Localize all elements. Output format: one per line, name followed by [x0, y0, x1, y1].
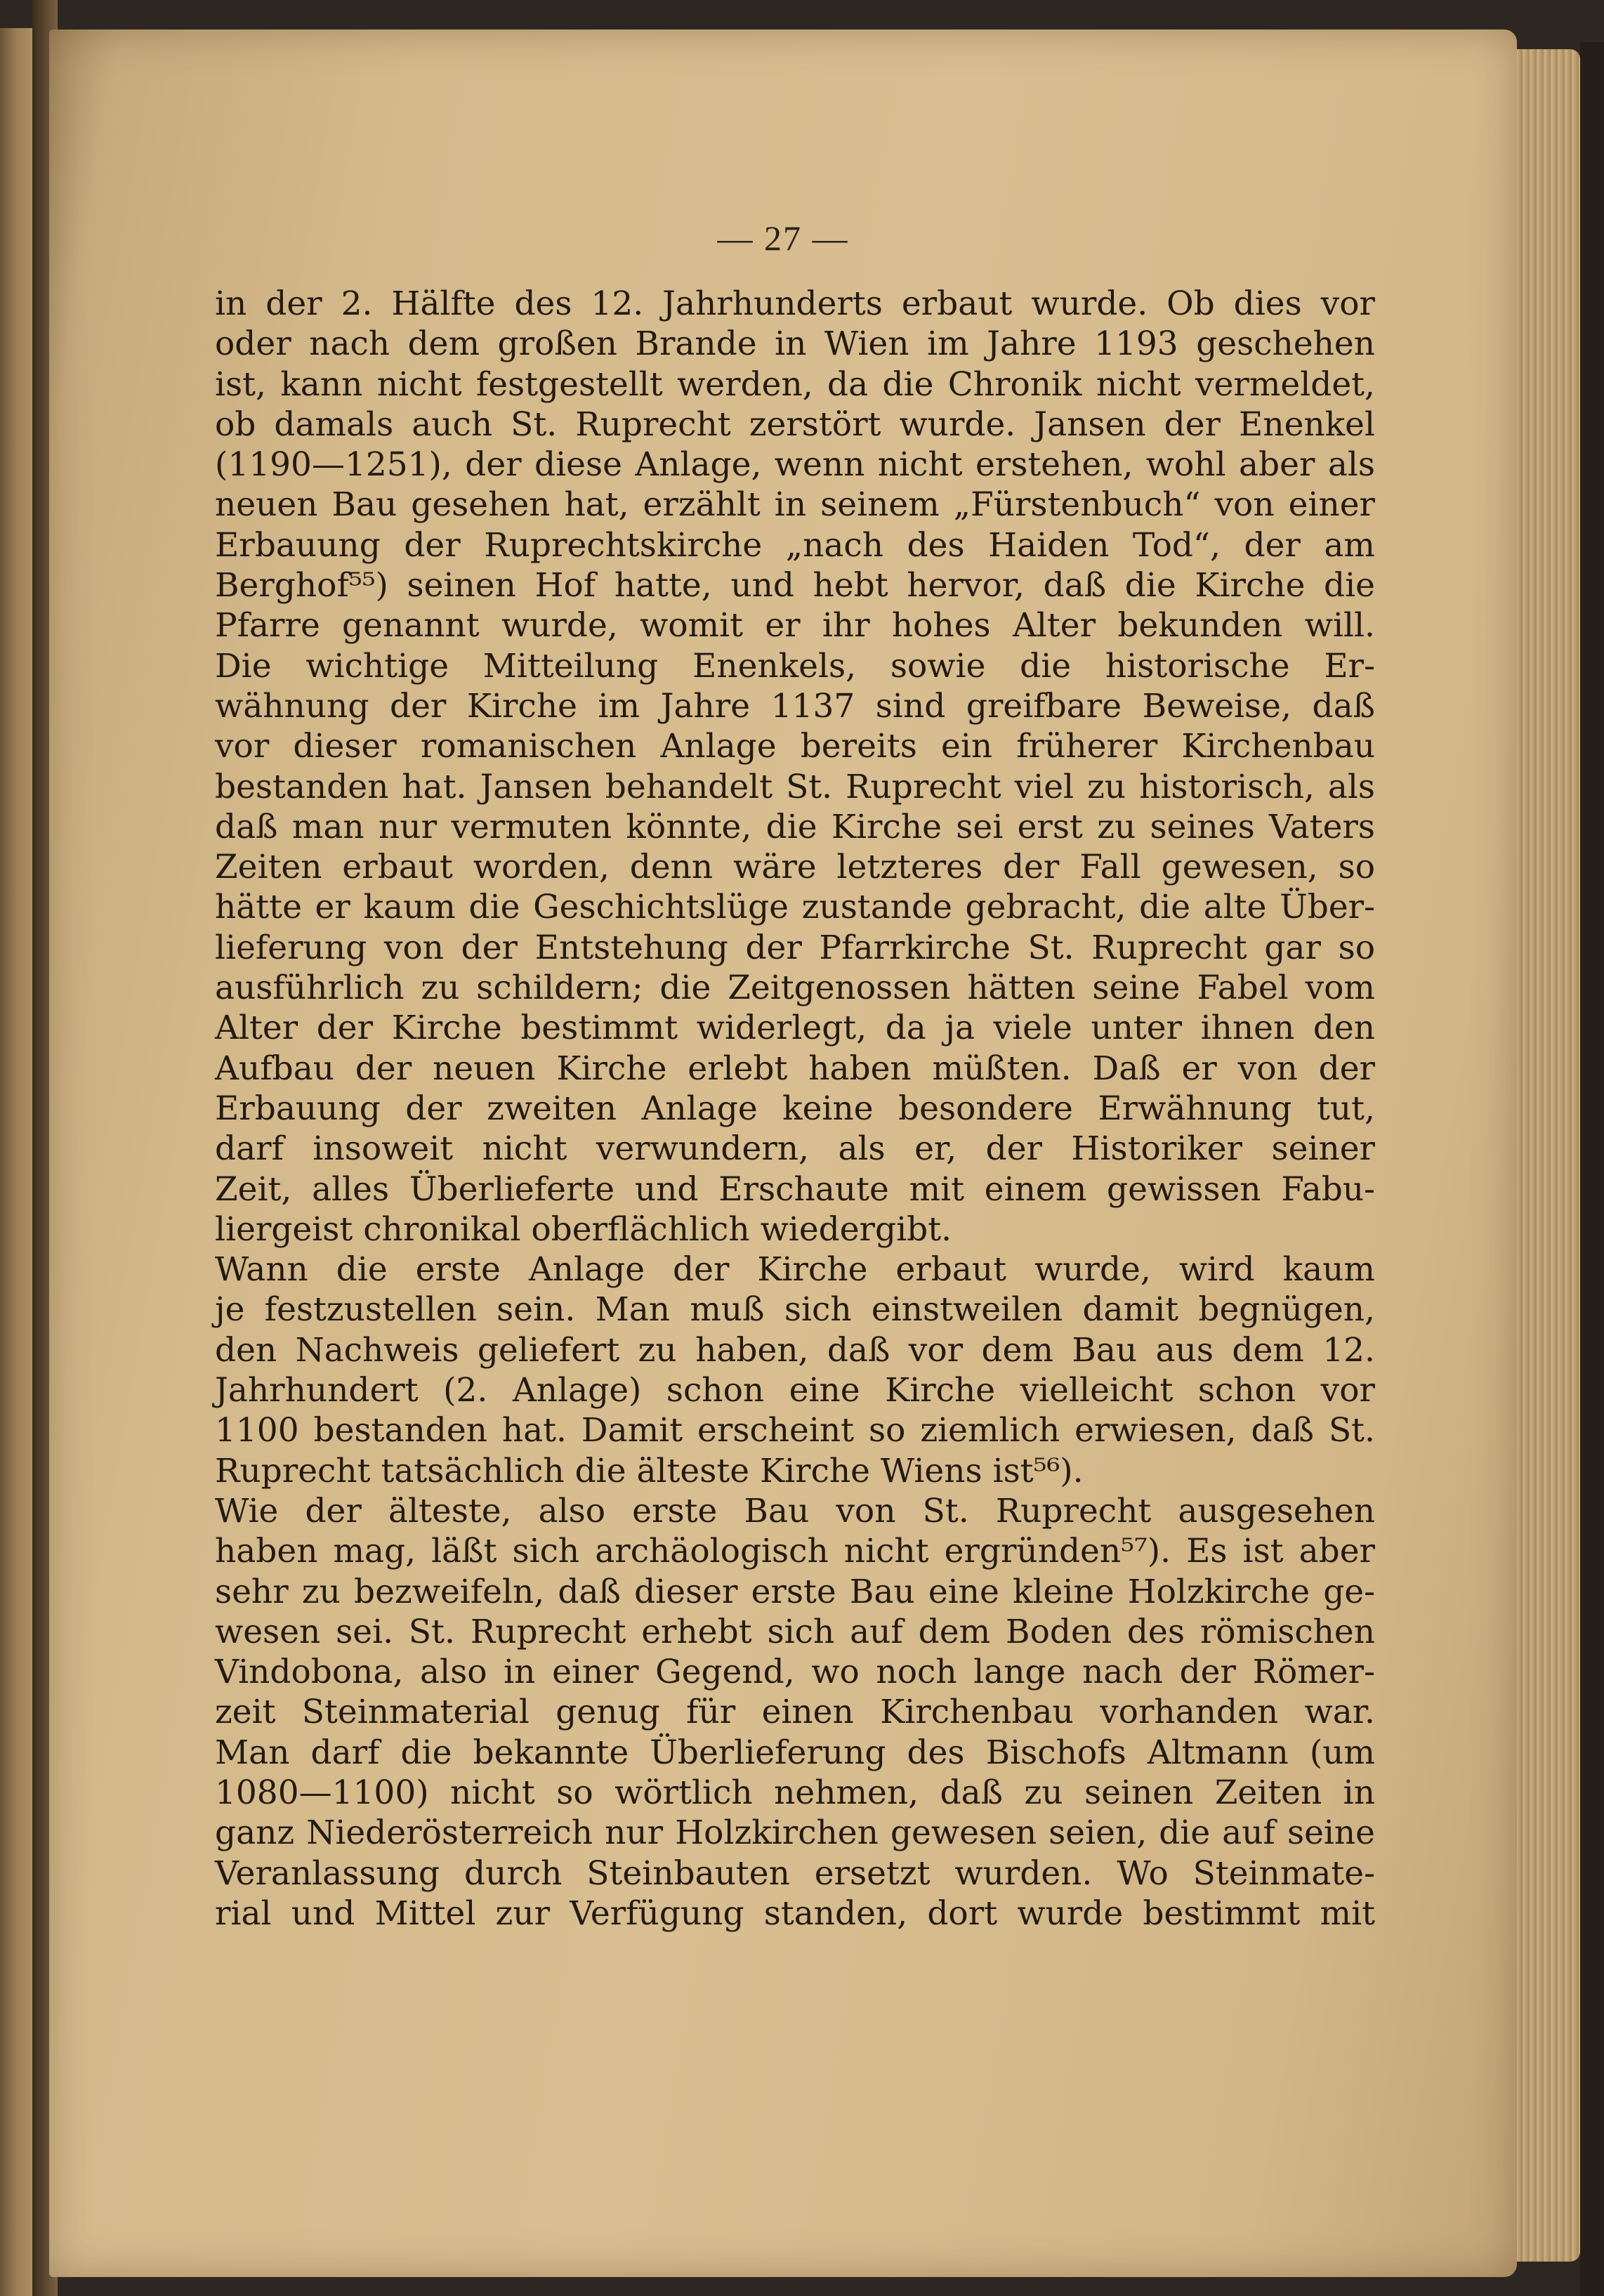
text-line: daß man nur vermuten könnte, die Kirche sei erst zu seines Vaters — [215, 807, 1375, 846]
text-line: ob damals auch St. Ruprecht zerstört wurde. Jansen der Enenkel — [215, 405, 1375, 444]
text-line: den Nachweis geliefert zu haben, daß vor dem Bau aus dem 12. — [215, 1330, 1375, 1370]
text-line: Vindobona, also in einer Gegend, wo noch lange nach der Römer- — [215, 1653, 1375, 1692]
text-line: wähnung der Kirche im Jahre 1137 sind greifbare Beweise, daß — [215, 686, 1375, 726]
text-line: in der 2. Hälfte des 12. Jahrhunderts erbaut wurde. Ob dies vor — [215, 284, 1375, 323]
text-line: (1190—1251), der diese Anlage, wenn nicht erstehen, wohl aber als — [215, 445, 1375, 485]
text-line: neuen Bau gesehen hat, erzählt in seinem „Fürstenbuch“ von einer — [215, 485, 1375, 525]
text-line: vor dieser romanischen Anlage bereits ein früherer Kirchenbau — [215, 727, 1375, 766]
background-shadow — [1580, 42, 1604, 2296]
text-line: haben mag, läßt sich archäologisch nicht ergründen⁵⁷). Es ist aber — [215, 1532, 1375, 1571]
text-line: hätte er kaum die Geschichtslüge zustande gebracht, die alte Über- — [215, 888, 1375, 927]
text-line: Alter der Kirche bestimmt widerlegt, da ja viele unter ihnen den — [215, 1009, 1375, 1048]
text-line: je festzustellen sein. Man muß sich einstweilen damit begnügen, — [215, 1290, 1375, 1330]
text-line: Die wichtige Mitteilung Enenkels, sowie die historische Er- — [215, 646, 1375, 685]
text-line: Zeit, alles Überlieferte und Erschaute mit einem gewissen Fabu- — [215, 1169, 1375, 1209]
text-line: lieferung von der Entstehung der Pfarrkirche St. Ruprecht gar so — [215, 928, 1375, 967]
text-line: Ruprecht tatsächlich die älteste Kirche Wiens ist⁵⁶). — [215, 1451, 1084, 1490]
text-line: Aufbau der neuen Kirche erlebt haben müßten. Daß er von der — [215, 1049, 1375, 1088]
text-line: Erbauung der zweiten Anlage keine besondere Erwähnung tut, — [215, 1089, 1375, 1128]
text-line: sehr zu bezweifeln, daß dieser erste Bau eine kleine Holzkirche ge- — [215, 1572, 1375, 1611]
text-line: oder nach dem großen Brande in Wien im Jahre 1193 geschehen — [215, 324, 1375, 364]
page-edges — [1517, 49, 1580, 2262]
text-line: zeit Steinmaterial genug für einen Kirchenbau vorhanden war. — [215, 1693, 1375, 1732]
text-line: darf insoweit nicht verwundern, als er, der Historiker seiner — [215, 1129, 1375, 1169]
text-line: ganz Niederösterreich nur Holzkirchen gewesen seien, die auf seine — [215, 1813, 1375, 1853]
text-line: Zeiten erbaut worden, denn wäre letzteres der Fall gewesen, so — [215, 848, 1375, 887]
text-line: bestanden hat. Jansen behandelt St. Ruprecht viel zu historisch, als — [215, 767, 1375, 806]
book-page — [49, 29, 1517, 2277]
text-line: liergeist chronikal oberflächlich wiedergibt. — [215, 1209, 952, 1249]
text-line: Wann die erste Anlage der Kirche erbaut wurde, wird kaum — [215, 1250, 1375, 1290]
text-line: Erbauung der Ruprechtskirche „nach des Haiden Tod“, der am — [215, 525, 1375, 565]
body-text — [215, 284, 1375, 1934]
text-line: ist, kann nicht festgestellt werden, da die Chronik nicht vermeldet, — [215, 365, 1375, 404]
text-line: Wie der älteste, also erste Bau von St. Ruprecht ausgesehen — [215, 1491, 1375, 1530]
text-line: Man darf die bekannte Überlieferung des Bischofs Altmann (um — [215, 1733, 1375, 1772]
text-line: Pfarre genannt wurde, womit er ihr hohes Alter bekunden will. — [215, 606, 1375, 645]
page-number: — 27 — — [717, 218, 849, 258]
text-line: 1080—1100) nicht so wörtlich nehmen, daß zu seinen Zeiten in — [215, 1773, 1375, 1812]
text-line: rial und Mittel zur Verfügung standen, dort wurde bestimmt mit — [215, 1894, 1375, 1933]
text-line: Veranlassung durch Steinbauten ersetzt wurden. Wo Steinmate- — [215, 1854, 1375, 1893]
text-line: Berghof⁵⁵) seinen Hof hatte, und hebt hervor, daß die Kirche die — [215, 566, 1375, 605]
text-line: Jahrhundert (2. Anlage) schon eine Kirche vielleicht schon vor — [215, 1371, 1375, 1410]
text-line: wesen sei. St. Ruprecht erhebt sich auf dem Boden des römischen — [215, 1612, 1375, 1651]
text-line: ausführlich zu schildern; die Zeitgenossen hätten seine Fabel vom — [215, 969, 1375, 1008]
text-line: 1100 bestanden hat. Damit erscheint so ziemlich erwiesen, daß St. — [215, 1411, 1375, 1450]
